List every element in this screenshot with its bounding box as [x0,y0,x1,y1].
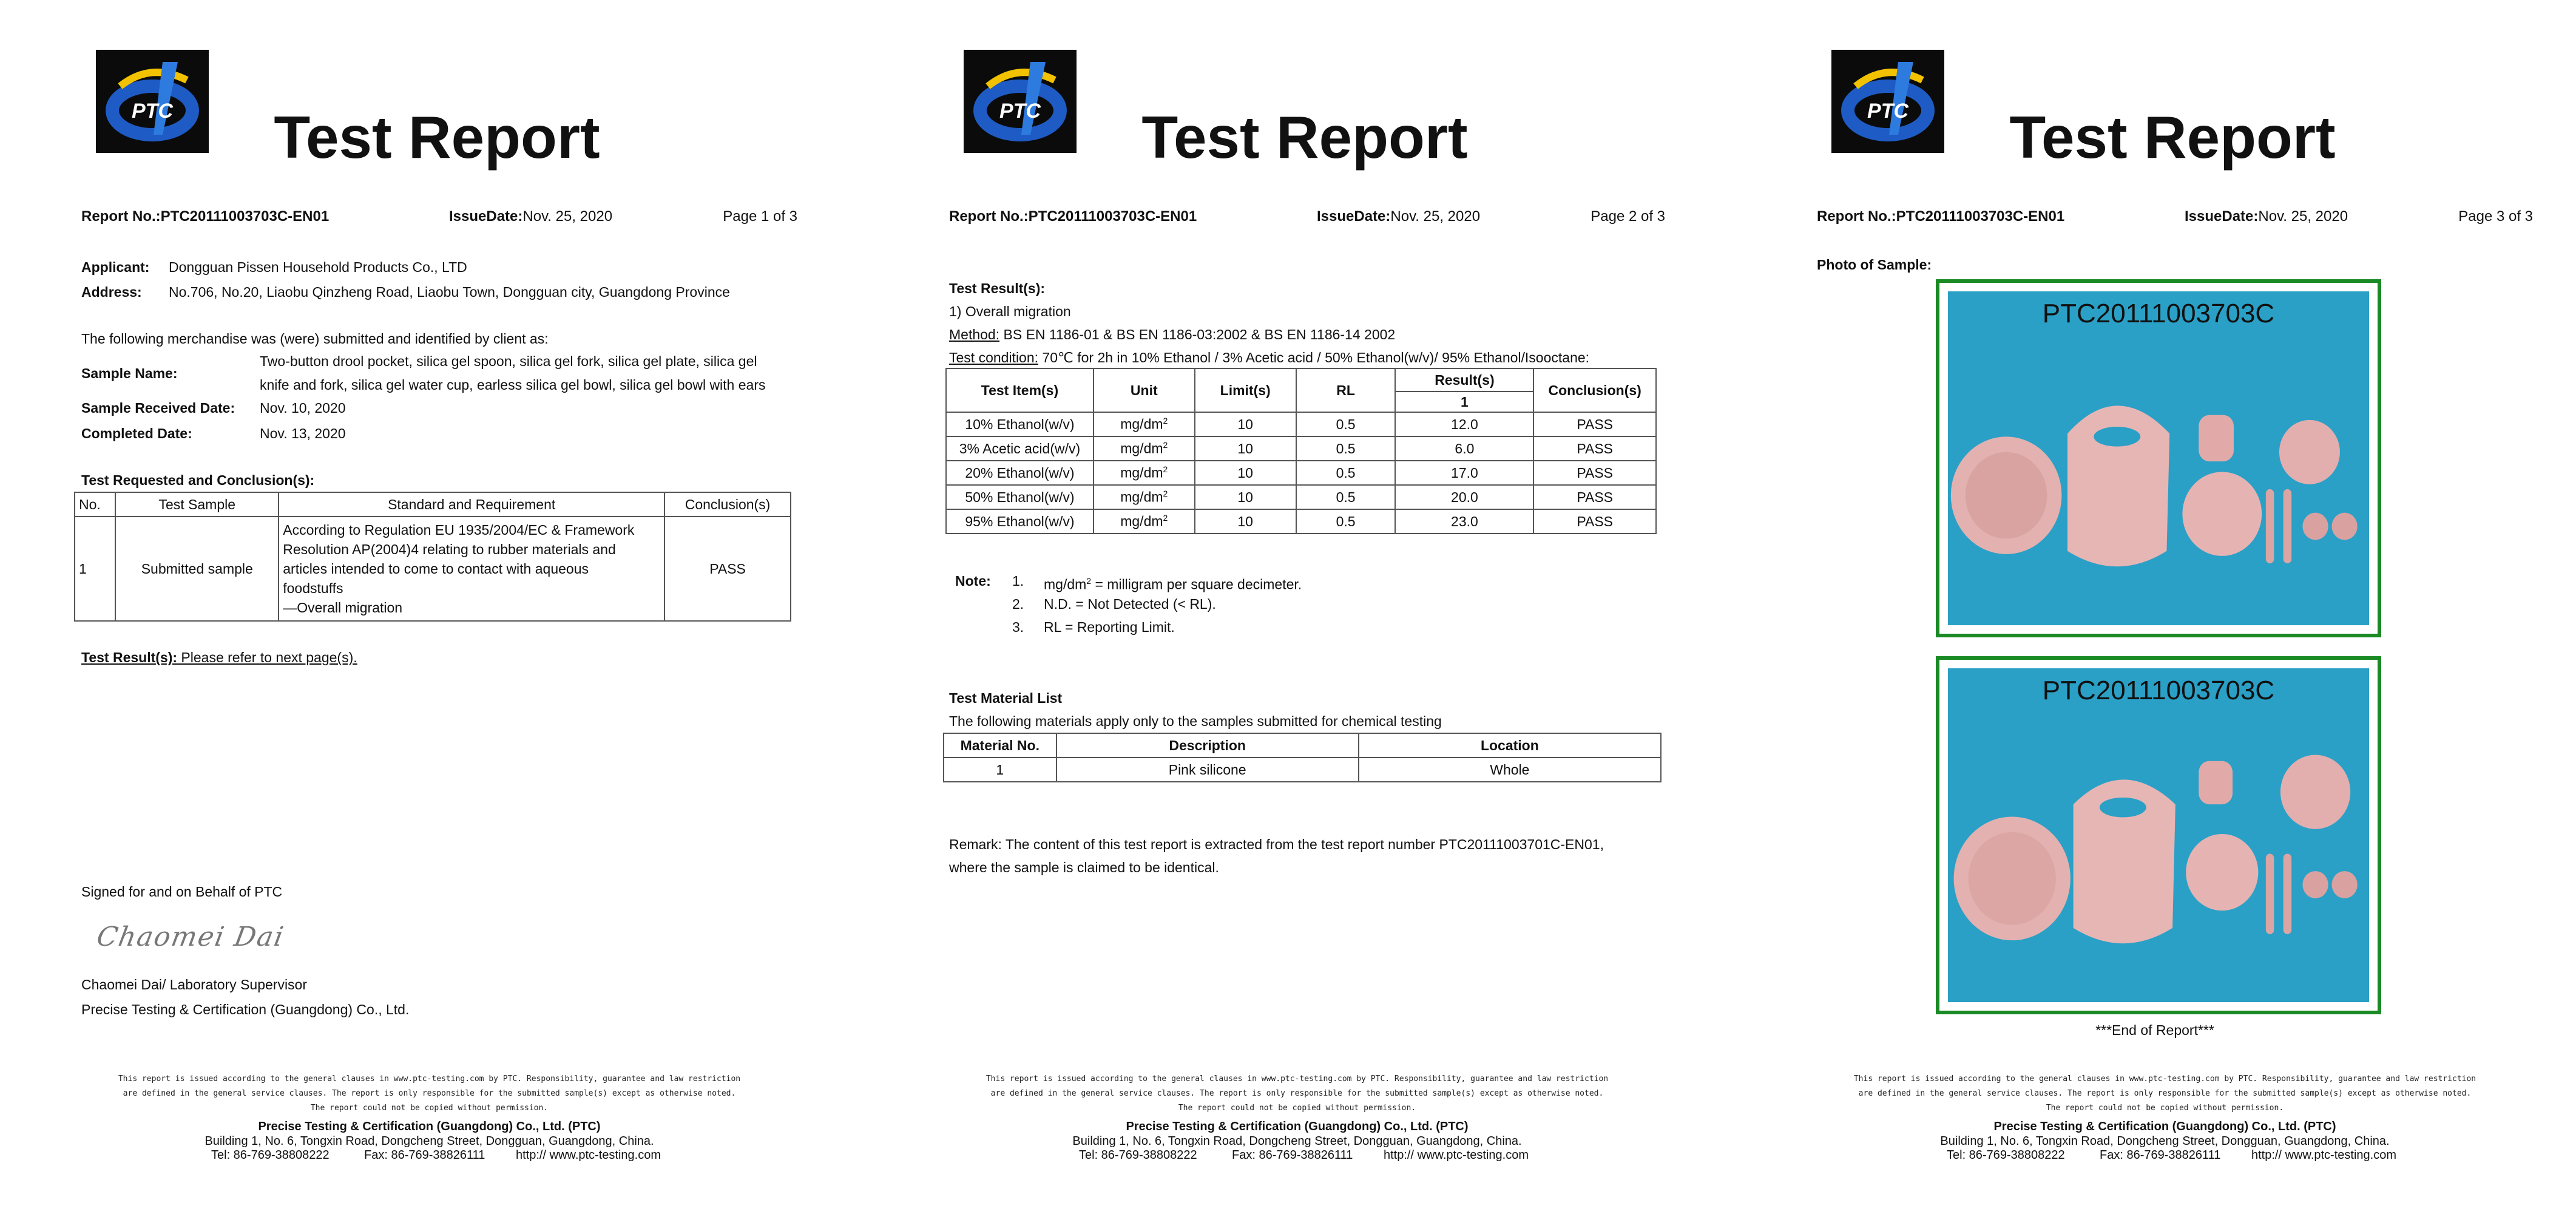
sample-photo-1 [1936,279,2381,637]
table-row [944,758,1661,782]
table-row [946,436,1656,461]
svg-text:PTC: PTC [1867,100,1908,123]
sample-photo-1-label: PTC20111003703C [2042,299,2275,328]
col-rl: RL [1296,368,1396,412]
material-list-heading: Test Material List [949,690,1063,706]
test-result-heading: Test Result(s): [949,280,1046,296]
cell-unit: $mg/dm^2$ [1094,461,1195,485]
ptc-logo [1831,50,1944,153]
row-standard: According to Regulation EU 1935/2004/EC & Framework Resolution AP(2004)4 relating to rubber materials and articles intended to come to contact with aqueous foodstuffs —Overall migration [279,517,664,621]
col-standard: Standard and Requirement [279,492,664,517]
row-no: 1 [75,517,115,621]
cell-unit: $mg/dm^2$ [1094,412,1195,436]
cell-item: 10% Ethanol(w/v) [946,412,1094,436]
cell-limit: 10 [1195,461,1296,485]
cell-item: 95% Ethanol(w/v) [946,509,1094,534]
note-1: $mg/dm^2$ = milligram per square decimeter. [1044,576,1302,592]
report-title: Test Report [2009,104,2336,171]
signature: Chaomei Dai [94,921,287,952]
cell-location: Whole [1359,758,1661,782]
cell-description: Pink silicone [1056,758,1359,782]
footer-contact: Tel: 86-769-38808222 Fax: 86-769-38826111 http:// www.ptc-testing.com [1947,1148,2396,1162]
table-row [946,509,1656,534]
cell-limit: 10 [1195,509,1296,534]
address-value: No.706, No.20, Liaobu Qinzheng Road, Liaobu Town, Dongguan city, Guangdong Province [169,284,730,300]
test-requested-heading: Test Requested and Conclusion(s): [81,472,315,488]
cell-result: 23.0 [1395,509,1533,534]
applicant-value: Dongguan Pissen Household Products Co., LTD [169,259,467,275]
footer-disclaimer: This report is issued according to the general clauses in www.ptc-testing.com by PTC. Responsibility, guarantee and law restriction are defined in the general service clauses. The report is only responsible for the submitted sample(s) except as otherwise noted. The report could not be copied without permission. [1853,1074,2476,1113]
note-2: N.D. = Not Detected (< RL). [1044,596,1216,612]
cell-result: 12.0 [1395,412,1533,436]
footer-org: Precise Testing & Certification (Guangdong) Co., Ltd. (PTC) Building 1, No. 6, Tongxin Road, Dongcheng Street, Dongguan, Guangdong, China. [1072,1120,1522,1148]
col-conclusion: Conclusion(s) [1533,368,1656,412]
sample-photo-1-image [1948,291,2369,625]
cell-rl: 0.5 [1296,461,1396,485]
table-row [946,461,1656,485]
cell-conclusion: PASS [1533,509,1656,534]
report-number: Report No.:PTC20111003703C-EN01 [1817,208,2065,225]
address-label: Address: [81,284,142,300]
conclusion-table-header [75,492,791,517]
cell-conclusion: PASS [1533,461,1656,485]
cell-result: 20.0 [1395,485,1533,509]
footer-contact: Tel: 86-769-38808222 Fax: 86-769-38826111 http:// www.ptc-testing.com [211,1148,661,1162]
signed-for: Signed for and on Behalf of PTC [81,884,283,900]
cell-item: 50% Ethanol(w/v) [946,485,1094,509]
col-result: Result(s) [1395,368,1533,392]
cell-result: 17.0 [1395,461,1533,485]
report-number: Report No.:PTC20111003703C-EN01 [949,208,1197,225]
note-1-number: 1. [1012,573,1024,589]
col-test-item: Test Item(s) [946,368,1094,412]
report-page-3 [1736,0,2576,1214]
conclusion-table [74,492,791,622]
condition-line: Test condition: 70℃ for 2h in 10% Ethanol / 3% Acetic acid / 50% Ethanol(w/v)/ 95% Ethanol/Isooctane: [949,350,1590,365]
photo-heading: Photo of Sample: [1817,257,1932,273]
cell-item: 20% Ethanol(w/v) [946,461,1094,485]
issue-date: IssueDate:Nov. 25, 2020 [1317,208,1481,225]
cell-conclusion: PASS [1533,412,1656,436]
report-meta [81,208,797,226]
sample-name-line-1: Two-button drool pocket, silica gel spoon, silica gel fork, silica gel plate, silica gel [260,353,757,369]
note-2-number: 2. [1012,596,1024,612]
table-row [946,412,1656,436]
footer-disclaimer: This report is issued according to the general clauses in www.ptc-testing.com by PTC. Responsibility, guarantee and law restriction are defined in the general service clauses. The report is only responsible for the submitted sample(s) except as otherwise noted. The report could not be copied without permission. [985,1074,1609,1113]
note-label: Note: [955,573,991,589]
issue-date: IssueDate:Nov. 25, 2020 [2185,208,2348,225]
migration-table [945,368,1657,534]
ptc-logo [964,50,1077,153]
row-conclusion: PASS [664,517,791,621]
sample-photo-2 [1936,656,2381,1014]
remark-line-2: where the sample is claimed to be identical. [949,860,1219,875]
cell-conclusion: PASS [1533,436,1656,461]
signer-company: Precise Testing & Certification (Guangdong) Co., Ltd. [81,1002,410,1017]
note-3: RL = Reporting Limit. [1044,619,1175,635]
cell-result: 6.0 [1395,436,1533,461]
col-conclusion: Conclusion(s) [664,492,791,517]
page-number: Page 1 of 3 [723,208,797,225]
page-number: Page 3 of 3 [2458,208,2533,225]
completed-date-value: Nov. 13, 2020 [260,426,346,441]
cell-rl: 0.5 [1296,436,1396,461]
ptc-logo [96,50,209,153]
material-list-intro: The following materials apply only to the samples submitted for chemical testing [949,713,1442,729]
cell-limit: 10 [1195,436,1296,461]
note-3-number: 3. [1012,619,1024,635]
report-title: Test Report [1141,104,1468,171]
cell-unit: $mg/dm^2$ [1094,485,1195,509]
received-date-value: Nov. 10, 2020 [260,400,346,416]
cell-rl: 0.5 [1296,509,1396,534]
footer-contact: Tel: 86-769-38808222 Fax: 86-769-38826111 http:// www.ptc-testing.com [1079,1148,1529,1162]
col-no: No. [75,492,115,517]
col-unit: Unit [1094,368,1195,412]
method-line: Method: BS EN 1186-01 & BS EN 1186-03:2002 & BS EN 1186-14 2002 [949,327,1396,342]
svg-text:PTC: PTC [132,100,173,123]
col-limit: Limit(s) [1195,368,1296,412]
report-page-2 [868,0,1726,1214]
cell-item: 3% Acetic acid(w/v) [946,436,1094,461]
material-header-row [944,733,1661,758]
footer-org: Precise Testing & Certification (Guangdong) Co., Ltd. (PTC) Building 1, No. 6, Tongxin Road, Dongcheng Street, Dongguan, Guangdong, China. [1940,1120,2390,1148]
sample-name-line-2: knife and fork, silica gel water cup, earless silica gel bowl, silica gel bowl with ears [260,377,766,393]
cell-material-no: 1 [944,758,1056,782]
sample-photo-2-label: PTC20111003703C [2042,676,2275,705]
table-row [75,517,791,621]
overall-migration-item: 1) Overall migration [949,304,1071,319]
col-location: Location [1359,733,1661,758]
sample-photo-2-image [1948,668,2369,1002]
page-number: Page 2 of 3 [1591,208,1665,225]
migration-header-row [946,368,1656,392]
col-description: Description [1056,733,1359,758]
row-sample: Submitted sample [115,517,279,621]
cell-limit: 10 [1195,412,1296,436]
test-result-line: Test Result(s): Please refer to next page(s). [81,649,357,665]
cell-rl: 0.5 [1296,485,1396,509]
sample-name-label: Sample Name: [81,365,178,381]
cell-rl: 0.5 [1296,412,1396,436]
col-result-1: 1 [1395,392,1533,412]
col-material-no: Material No. [944,733,1056,758]
end-of-report: ***End of Report*** [2095,1022,2214,1038]
report-page-1 [0,0,859,1214]
issue-date: IssueDate:Nov. 25, 2020 [449,208,613,225]
footer-org: Precise Testing & Certification (Guangdong) Co., Ltd. (PTC) Building 1, No. 6, Tongxin Road, Dongcheng Street, Dongguan, Guangdong, China. [205,1120,654,1148]
merchandise-intro: The following merchandise was (were) submitted and identified by client as: [81,331,549,347]
material-table [943,733,1662,782]
received-date-label: Sample Received Date: [81,400,235,416]
footer-disclaimer: This report is issued according to the general clauses in www.ptc-testing.com by PTC. Responsibility, guarantee and law restriction are defined in the general service clauses. The report is only responsible for the submitted sample(s) except as otherwise noted. The report could not be copied without permission. [118,1074,741,1113]
svg-text:PTC: PTC [999,100,1041,123]
cell-limit: 10 [1195,485,1296,509]
report-meta [949,208,1665,226]
applicant-label: Applicant: [81,259,150,275]
report-meta [1817,208,2533,226]
cell-unit: $mg/dm^2$ [1094,509,1195,534]
col-test-sample: Test Sample [115,492,279,517]
cell-conclusion: PASS [1533,485,1656,509]
remark-line-1: Remark: The content of this test report is extracted from the test report number PTC20111003701C-EN01, [949,836,1604,852]
report-title: Test Report [274,104,600,171]
completed-date-label: Completed Date: [81,426,192,441]
report-number: Report No.:PTC20111003703C-EN01 [81,208,330,225]
signer-name: Chaomei Dai/ Laboratory Supervisor [81,977,308,992]
cell-unit: $mg/dm^2$ [1094,436,1195,461]
table-row [946,485,1656,509]
